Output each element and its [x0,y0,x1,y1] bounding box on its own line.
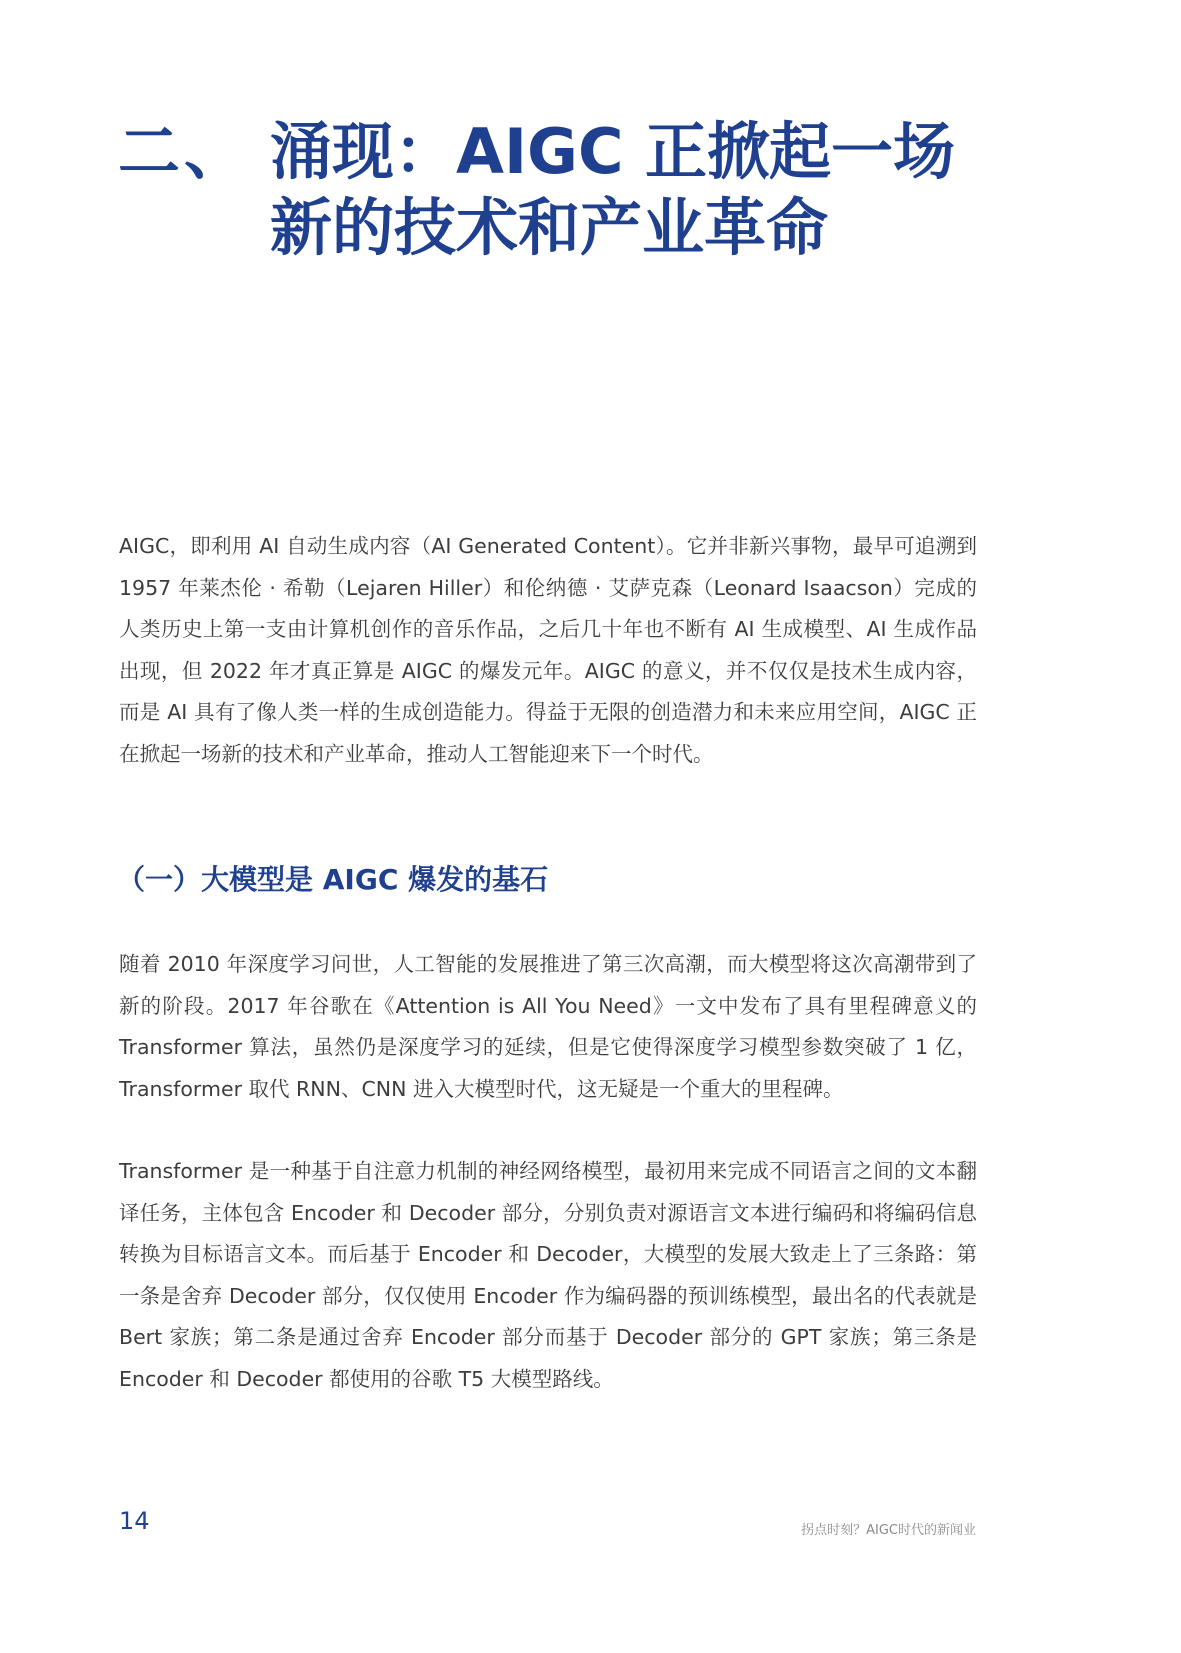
chapter-title-line-1: 涌现：AIGC 正掀起一场 [270,115,956,188]
chapter-title [270,114,1050,266]
section-paragraph-1: 随着 2010 年深度学习问世，人工智能的发展推进了第三次高潮，而大模型将这次高潮带到了新的阶段。2017 年谷歌在《Attention is All You Need》一文中发布了具有里程碑意义的 Transformer 算法，虽然仍是深度学习的延续，但是它使得深度学习模型参数突破了 1 亿，Transformer 取代 RNN、CNN 进入大模型时代，这无疑是一个重大的里程碑。 [119,952,977,1101]
chapter-number: 二、 [118,115,251,188]
section-paragraph-2: Transformer 是一种基于自注意力机制的神经网络模型，最初用来完成不同语言之间的文本翻译任务，主体包含 Encoder 和 Decoder 部分，分别负责对源语言文本进行编码和将编码信息转换为目标语言文本。而后基于 Encoder 和 Decoder，大模型的发展大致走上了三条路：第一条是舍弃 Decoder 部分，仅仅使用 Encoder 作为编码器的预训练模型，最出名的代表就是 Bert 家族；第二条是通过舍弃 Encoder 部分而基于 Decoder 部分的 GPT 家族；第三条是 Encoder 和 Decoder 都使用的谷歌 T5 大模型路线。 [119,1159,977,1391]
page-number: 14 [119,1507,150,1535]
chapter-title-line-2: 新的技术和产业革命 [270,191,829,264]
running-footer-title: 拐点时刻？AIGC时代的新闻业 [801,1523,976,1538]
intro-paragraph: AIGC，即利用 AI 自动生成内容（AI Generated Content）。它并非新兴事物，最早可追溯到 1957 年莱杰伦 · 希勒（Lejaren Hiller）和伦纳德 · 艾萨克森（Leonard Isaacson）完成的人类历史上第一支由计算机创作的音乐作品，之后几十年也不断有 AI 生成模型、AI 生成作品出现，但 2022 年才真正算是 AIGC 的爆发元年。AIGC 的意义，并不仅仅是技术生成内容，而是 AI 具有了像人类一样的生成创造能力。得益于无限的创造潜力和未来应用空间，AIGC 正在掀起一场新的技术和产业革命，推动人工智能迎来下一个时代。 [119,534,977,766]
section-heading: （一）大模型是 AIGC 爆发的基石 [117,863,549,896]
